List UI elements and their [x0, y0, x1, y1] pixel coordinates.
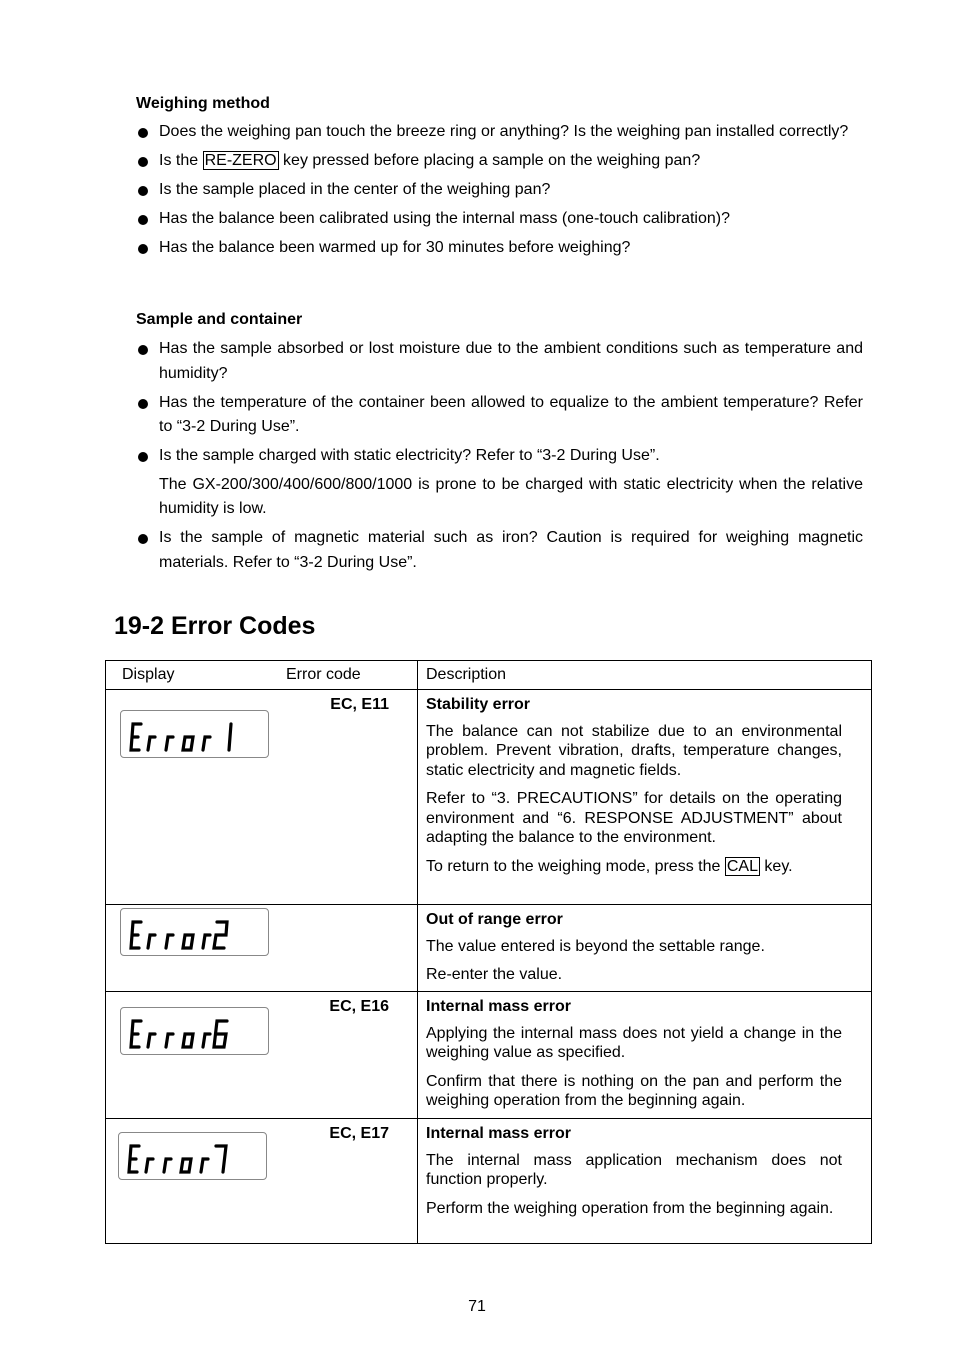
- description-cell: [418, 690, 872, 905]
- error-title: Internal mass error: [426, 998, 571, 1015]
- table-row: [106, 992, 872, 1119]
- list-item: [136, 120, 863, 145]
- rezero-key-label: RE-ZERO: [204, 152, 277, 169]
- description-cell: [418, 992, 872, 1119]
- table-row: [106, 1119, 872, 1244]
- error-title: Internal mass error: [426, 1125, 571, 1142]
- bullet-icon: [138, 186, 148, 196]
- list-item: [136, 178, 863, 203]
- table-row: [106, 690, 872, 905]
- list-item: [136, 526, 863, 575]
- item-text: Is the sample charged with static electricity? Refer to “3-2 During Use”.: [159, 447, 660, 464]
- item-text: Has the temperature of the container been allowed to equalize to the ambient temperature? Refer to “3-2 During Use”.: [159, 393, 863, 435]
- description-text: Refer to “3. PRECAUTIONS” for details on the operating environment and “6. RESPONSE ADJUSTMENT” about adapting the balance to the environment.: [426, 790, 842, 846]
- description-cell: [418, 905, 872, 992]
- lcd-display-error1: [120, 710, 269, 758]
- description-text: The balance can not stabilize due to an environmental problem. Prevent vibration, drafts, temperature changes, static electricity and magnetic fields.: [426, 722, 842, 779]
- bullet-icon: [138, 534, 148, 544]
- description-text: [426, 857, 842, 877]
- item-text: Has the sample absorbed or lost moisture due to the ambient conditions such as temperature and humidity?: [159, 340, 863, 382]
- list-item: [136, 149, 863, 174]
- error2-segment-icon: [121, 909, 268, 955]
- display-cell: [106, 690, 418, 905]
- static-note: The GX-200/300/400/600/800/1000 is prone to be charged with static electricity when the relative humidity is low.: [159, 475, 863, 517]
- description-text: Applying the internal mass does not yield a change in the weighing value as specified.: [426, 1024, 842, 1061]
- error-code: EC, E11: [330, 696, 389, 713]
- error-code: EC, E16: [329, 998, 389, 1015]
- list-item: [136, 337, 863, 386]
- sample-container-list: [136, 337, 863, 580]
- display-cell: [106, 905, 418, 992]
- description-text: The value entered is beyond the settable range.: [426, 937, 765, 955]
- display-cell: [106, 992, 418, 1119]
- description-text: The internal mass application mechanism does not function properly.: [426, 1151, 842, 1188]
- error-code-table: [105, 660, 872, 1244]
- item-text: Does the weighing pan touch the breeze ring or anything? Is the weighing pan installed correctly?: [159, 123, 849, 140]
- cal-key-label: CAL: [726, 857, 758, 875]
- list-item: [136, 236, 863, 261]
- lcd-display-error7: [118, 1132, 267, 1180]
- description-text: Confirm that there is nothing on the pan and perform the weighing operation from the beginning again.: [426, 1072, 842, 1109]
- lcd-display-error2: [120, 908, 269, 956]
- list-item: [136, 207, 863, 232]
- lcd-display-error6: [120, 1007, 269, 1055]
- error-title: Out of range error: [426, 911, 563, 928]
- col-display-header: Display: [122, 666, 175, 683]
- error-title: Stability error: [426, 696, 531, 713]
- bullet-icon: [138, 244, 148, 254]
- error6-segment-icon: [121, 1008, 268, 1054]
- col-code-header: Error code: [286, 666, 361, 683]
- chapter-title: 19-2 Error Codes: [114, 612, 316, 640]
- display-cell: [106, 1119, 418, 1244]
- item-text: Is the sample of magnetic material such as iron? Caution is required for weighing magnetic materials. Refer to “3-2 During Use”.: [159, 529, 863, 571]
- return-text-pre: To return to the weighing mode, press the: [426, 857, 721, 875]
- error-code: EC, E17: [329, 1125, 389, 1142]
- error1-segment-icon: [121, 711, 268, 757]
- item-text: Has the balance been calibrated using the internal mass (one-touch calibration)?: [159, 210, 731, 227]
- bullet-icon: [138, 157, 148, 167]
- table-row: [106, 905, 872, 992]
- return-text-post: key.: [764, 857, 793, 875]
- description-text: Perform the weighing operation from the beginning again.: [426, 1199, 834, 1217]
- weighing-method-list: [136, 120, 863, 265]
- item-text: key pressed before placing a sample on the weighing pan?: [283, 152, 701, 169]
- table-header-row: [106, 661, 872, 690]
- description-cell: [418, 1119, 872, 1244]
- bullet-icon: [138, 345, 148, 355]
- error7-segment-icon: [119, 1133, 266, 1179]
- bullet-icon: [138, 452, 148, 462]
- list-item: [136, 391, 863, 440]
- sample-container-heading: Sample and container: [136, 311, 303, 328]
- item-text: Is the sample placed in the center of the weighing pan?: [159, 181, 551, 198]
- bullet-icon: [138, 215, 148, 225]
- page-number: 71: [468, 1298, 486, 1315]
- list-item: [136, 444, 863, 522]
- item-text-pre: Is the: [159, 152, 199, 169]
- weighing-method-heading: Weighing method: [136, 95, 270, 112]
- description-text: Re-enter the value.: [426, 966, 563, 983]
- item-text: Has the balance been warmed up for 30 minutes before weighing?: [159, 239, 631, 256]
- bullet-icon: [138, 128, 148, 138]
- header-display-code-cell: [106, 661, 418, 690]
- bullet-icon: [138, 399, 148, 409]
- col-desc-header: Description: [418, 661, 872, 690]
